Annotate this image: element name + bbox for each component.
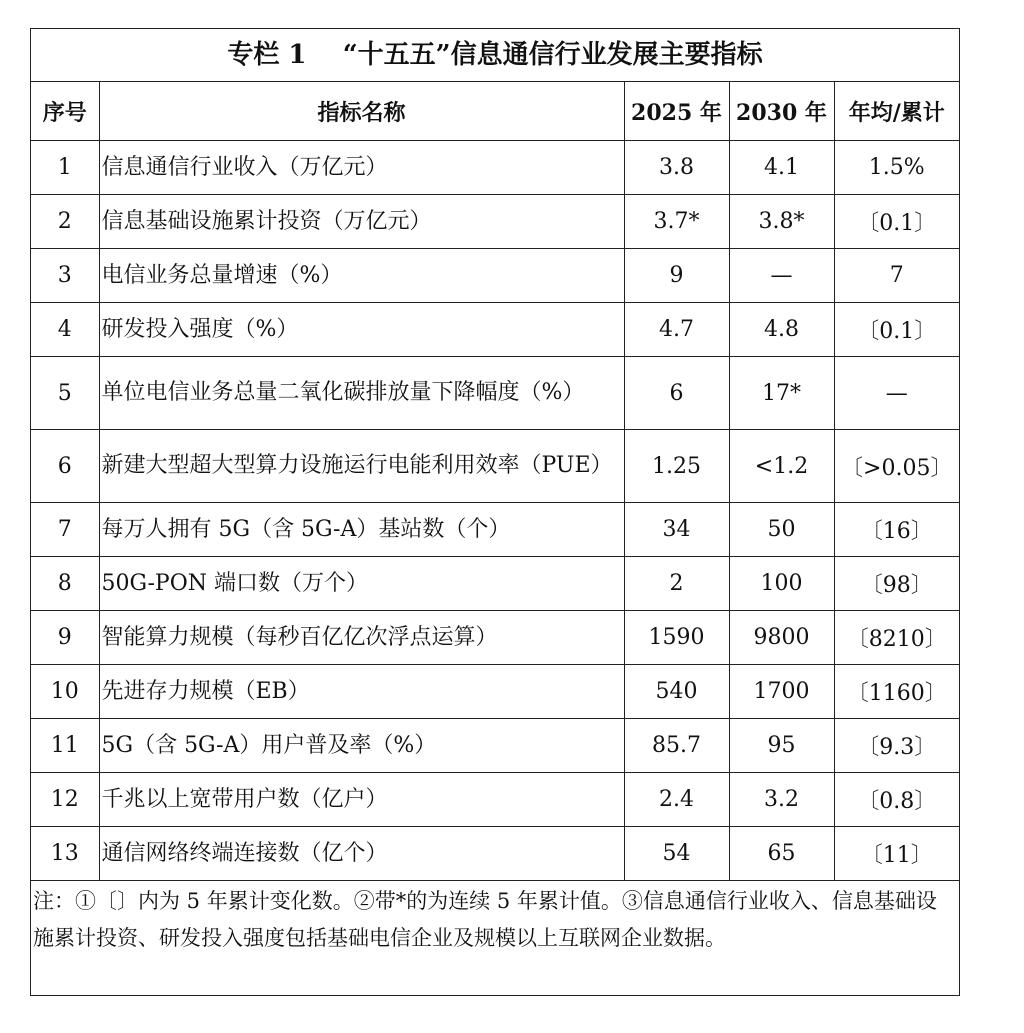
row-value-2025: 85.7 <box>624 719 729 773</box>
row-index: 2 <box>31 195 99 249</box>
indicator-table-box <box>30 28 960 996</box>
row-value-2030: 4.8 <box>729 303 834 357</box>
row-index: 3 <box>31 249 99 303</box>
row-indicator-name: 研发投入强度（%） <box>99 303 624 357</box>
row-annual-cumulative: 〔98〕 <box>834 557 959 611</box>
table-row <box>31 719 959 773</box>
row-indicator-name: 新建大型超大型算力设施运行电能利用效率（PUE） <box>99 430 624 503</box>
row-index: 7 <box>31 503 99 557</box>
row-annual-cumulative: 〔1160〕 <box>834 665 959 719</box>
table-row <box>31 665 959 719</box>
table-row <box>31 557 959 611</box>
header-2025: 2025 年 <box>624 82 729 141</box>
row-value-2030: 100 <box>729 557 834 611</box>
row-index: 10 <box>31 665 99 719</box>
table-title: 专栏 1 “十五五”信息通信行业发展主要指标 <box>31 29 959 82</box>
row-annual-cumulative: 〔16〕 <box>834 503 959 557</box>
row-value-2025: 1.25 <box>624 430 729 503</box>
row-index: 4 <box>31 303 99 357</box>
row-value-2030: 9800 <box>729 611 834 665</box>
row-annual-cumulative: 〔9.3〕 <box>834 719 959 773</box>
row-annual-cumulative: 〔0.8〕 <box>834 773 959 827</box>
row-annual-cumulative: 〔0.1〕 <box>834 195 959 249</box>
row-indicator-name: 信息基础设施累计投资（万亿元） <box>99 195 624 249</box>
row-value-2025: 9 <box>624 249 729 303</box>
row-value-2025: 6 <box>624 357 729 430</box>
row-value-2030: — <box>729 249 834 303</box>
row-annual-cumulative: 〔>0.05〕 <box>834 430 959 503</box>
header-annual-cumulative: 年均/累计 <box>834 82 959 141</box>
row-annual-cumulative: 〔0.1〕 <box>834 303 959 357</box>
row-indicator-name: 每万人拥有 5G（含 5G-A）基站数（个） <box>99 503 624 557</box>
row-annual-cumulative: 〔8210〕 <box>834 611 959 665</box>
row-annual-cumulative: 〔11〕 <box>834 827 959 881</box>
table-row <box>31 141 959 195</box>
row-value-2025: 3.8 <box>624 141 729 195</box>
row-value-2030: 1700 <box>729 665 834 719</box>
table-row <box>31 249 959 303</box>
indicator-table <box>31 82 959 881</box>
table-row <box>31 303 959 357</box>
row-index: 8 <box>31 557 99 611</box>
header-row <box>31 82 959 141</box>
row-indicator-name: 通信网络终端连接数（亿个） <box>99 827 624 881</box>
row-value-2030: 95 <box>729 719 834 773</box>
table-row <box>31 827 959 881</box>
table-row <box>31 611 959 665</box>
row-indicator-name: 电信业务总量增速（%） <box>99 249 624 303</box>
row-annual-cumulative: — <box>834 357 959 430</box>
header-index: 序号 <box>31 82 99 141</box>
table-row <box>31 430 959 503</box>
table-row <box>31 357 959 430</box>
row-annual-cumulative: 1.5% <box>834 141 959 195</box>
row-indicator-name: 千兆以上宽带用户数（亿户） <box>99 773 624 827</box>
row-indicator-name: 智能算力规模（每秒百亿亿次浮点运算） <box>99 611 624 665</box>
row-value-2030: 17* <box>729 357 834 430</box>
row-index: 13 <box>31 827 99 881</box>
row-indicator-name: 50G-PON 端口数（万个） <box>99 557 624 611</box>
row-value-2025: 540 <box>624 665 729 719</box>
row-value-2030: 4.1 <box>729 141 834 195</box>
row-value-2025: 4.7 <box>624 303 729 357</box>
row-index: 5 <box>31 357 99 430</box>
row-value-2030: <1.2 <box>729 430 834 503</box>
table-footnote: 注：①〔〕内为 5 年累计变化数。②带*的为连续 5 年累计值。③信息通信行业收入、信息基础设施累计投资、研发投入强度包括基础电信企业及规模以上互联网企业数据。 <box>33 889 937 950</box>
row-value-2025: 1590 <box>624 611 729 665</box>
row-value-2030: 3.8* <box>729 195 834 249</box>
row-value-2025: 54 <box>624 827 729 881</box>
row-value-2025: 2 <box>624 557 729 611</box>
row-value-2025: 34 <box>624 503 729 557</box>
row-index: 6 <box>31 430 99 503</box>
row-index: 12 <box>31 773 99 827</box>
row-indicator-name: 先进存力规模（EB） <box>99 665 624 719</box>
row-value-2025: 2.4 <box>624 773 729 827</box>
header-2030: 2030 年 <box>729 82 834 141</box>
row-annual-cumulative: 7 <box>834 249 959 303</box>
row-indicator-name: 信息通信行业收入（万亿元） <box>99 141 624 195</box>
header-indicator-name: 指标名称 <box>99 82 624 141</box>
row-index: 11 <box>31 719 99 773</box>
row-indicator-name: 5G（含 5G-A）用户普及率（%） <box>99 719 624 773</box>
row-index: 1 <box>31 141 99 195</box>
row-value-2025: 3.7* <box>624 195 729 249</box>
row-value-2030: 50 <box>729 503 834 557</box>
row-index: 9 <box>31 611 99 665</box>
row-value-2030: 3.2 <box>729 773 834 827</box>
row-value-2030: 65 <box>729 827 834 881</box>
row-indicator-name: 单位电信业务总量二氧化碳排放量下降幅度（%） <box>99 357 624 430</box>
table-row <box>31 773 959 827</box>
table-row <box>31 503 959 557</box>
table-row <box>31 195 959 249</box>
